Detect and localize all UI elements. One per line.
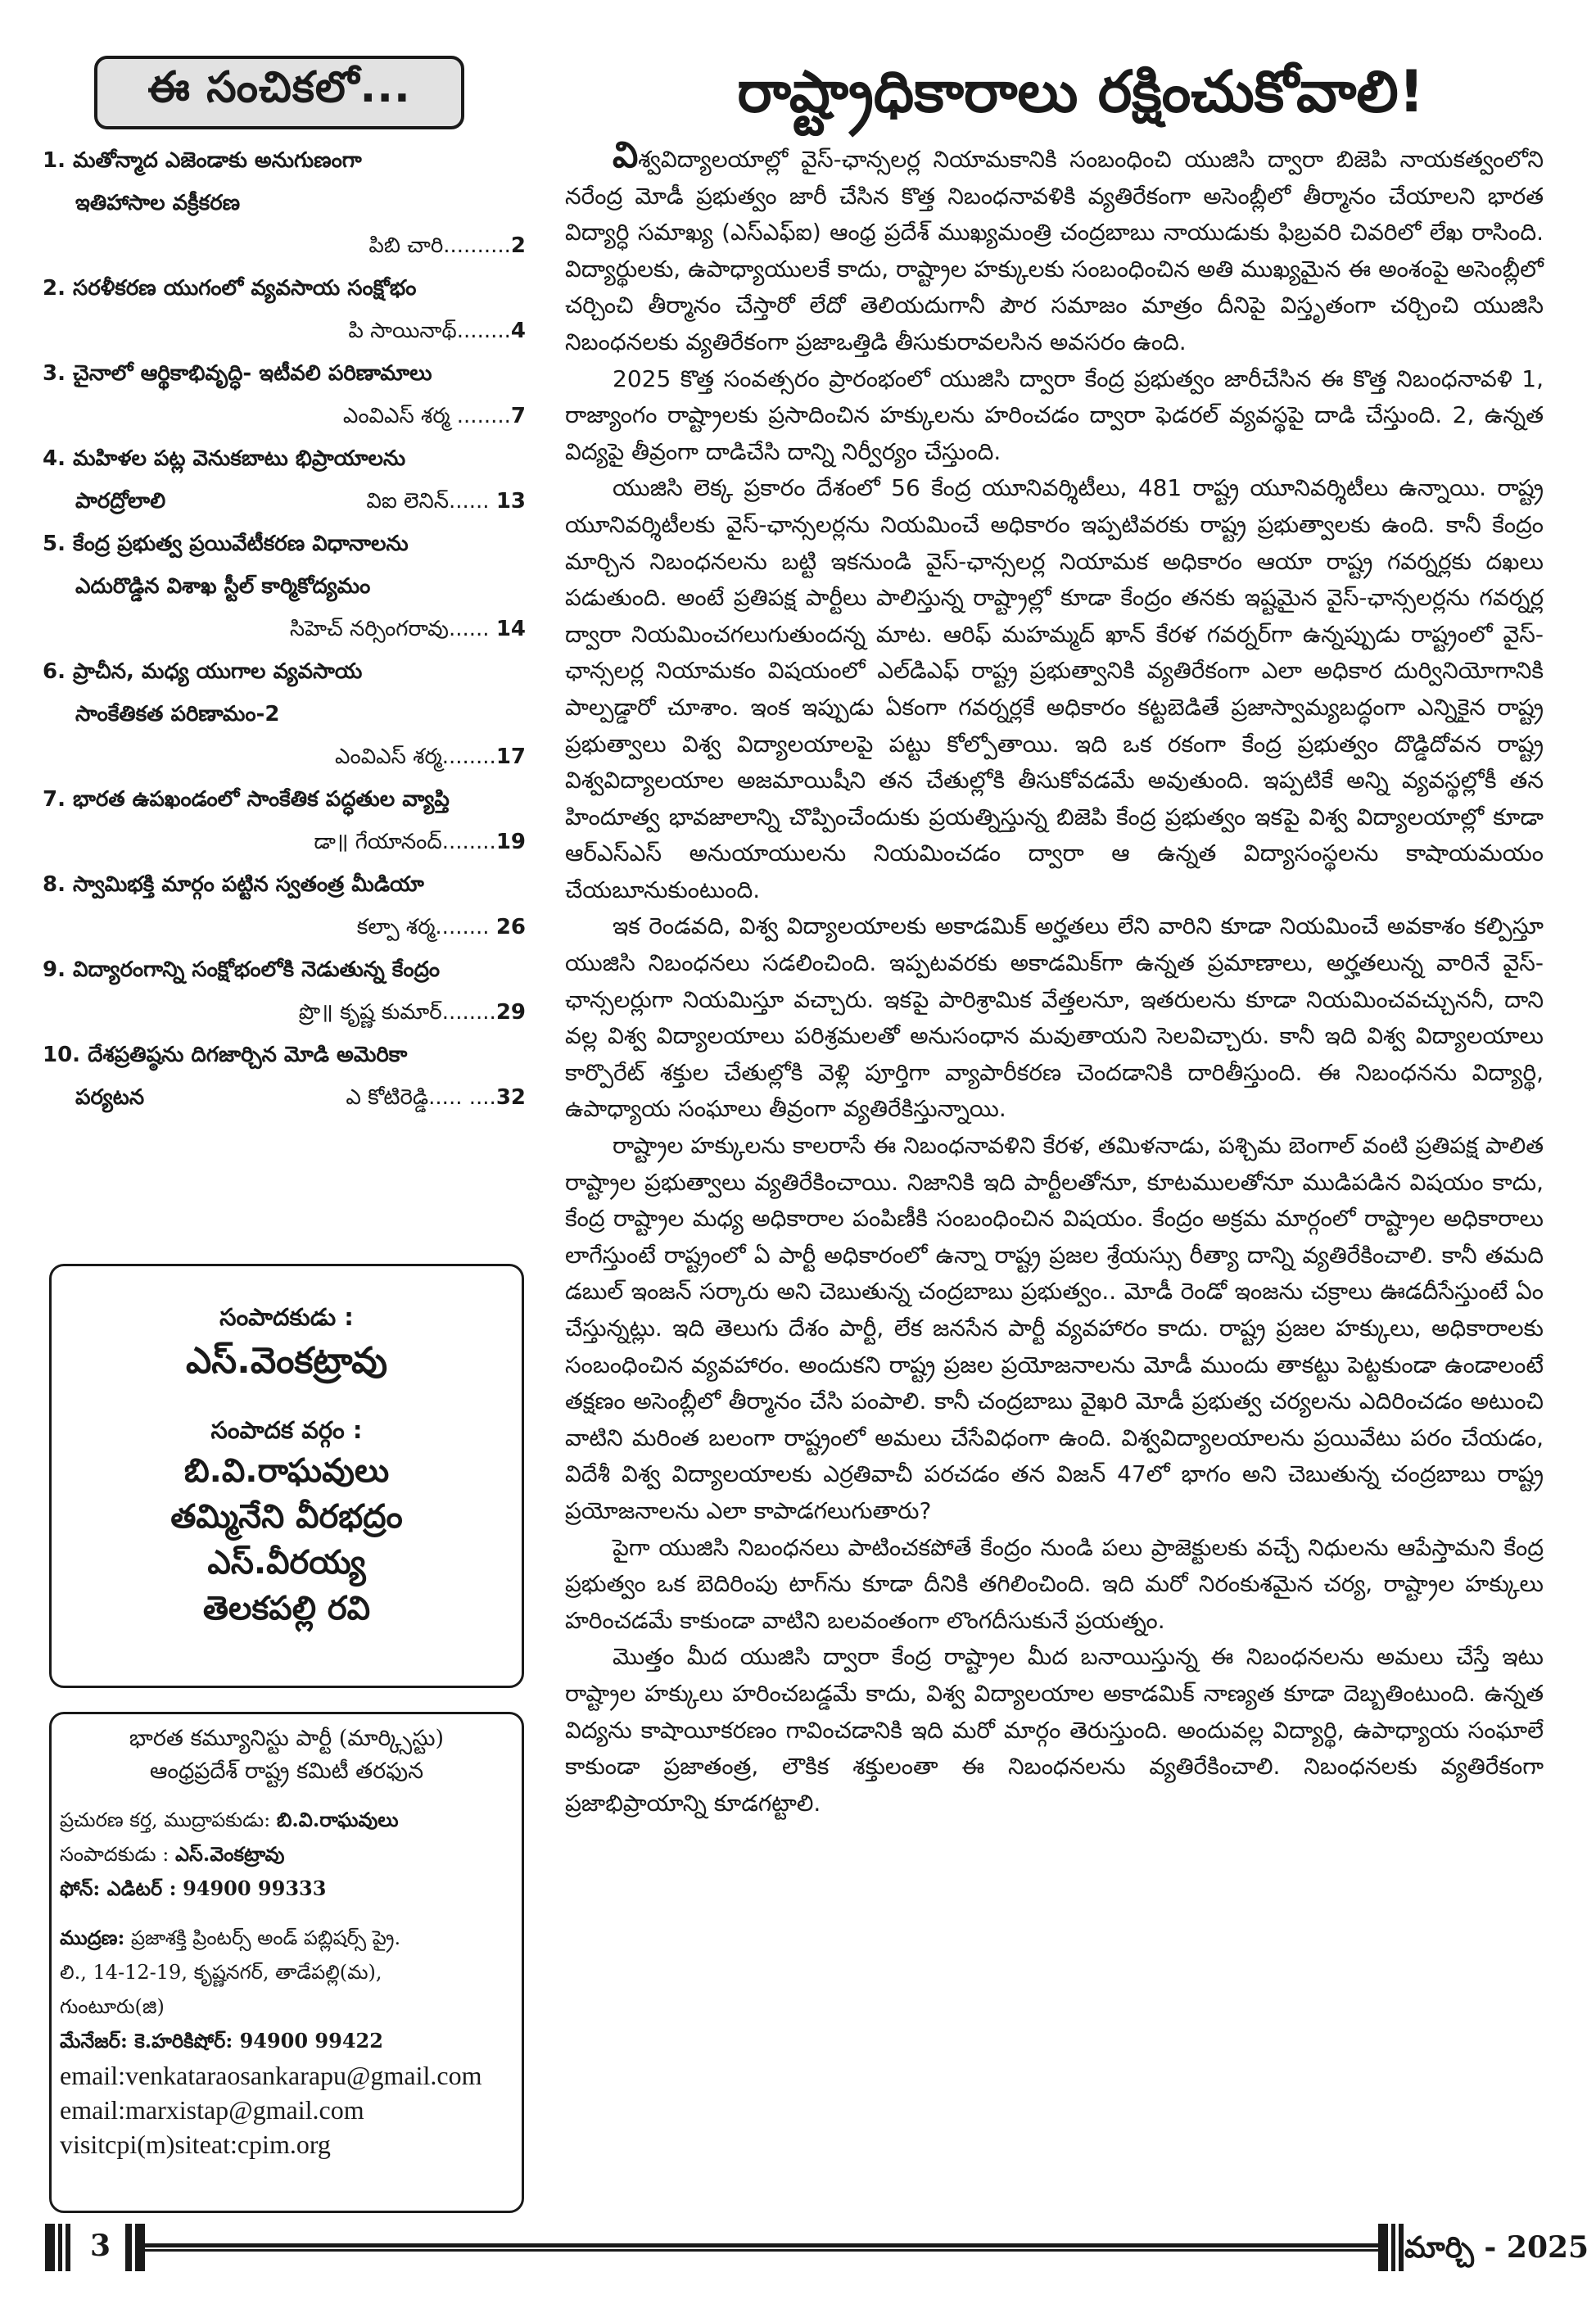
article-paragraph: రాష్ట్రాల హక్కులను కాలరాసే ఈ నిబంధనావళిని కేరళ, తమిళనాడు, పశ్చిమ బెంగాల్ వంటి ప్రతిపక్ష పాలిత రాష్ట్రాల ప్రభుత్వాలు వ్యతిరేకించాయి. నిజానికి ఇది పార్టీలతోనూ, కూటములతోనూ ముడిపడిన విషయం కాదు, కేంద్ర రాష్ట్రాల మధ్య అధికారాల పంపిణీకి సంబంధించిన విషయం. కేంద్రం అక్రమ మార్గంలో రాష్ట్రాల అధికారాలు లాగేస్తుంటే రాష్ట్రంలో ఏ పార్టీ అధికారంలో ఉన్నా రాష్ట్ర ప్రజల శ్రేయస్సు రీత్యా దాన్ని వ్యతిరేకించాలి. కానీ తమది డబుల్ ఇంజన్ సర్కారు అని చెబుతున్న చంద్రబాబు ప్రభుత్వం.. మోడీ రెండో ఇంజను చక్రాలు ఊడదీసేస్తుంటే ఏం చేస్తున్నట్లు. ఇది తెలుగు దేశం పార్టీ, లేక జనసేన పార్టీ వ్యవహారం కాదు. రాష్ట్ర ప్రజల హక్కులు, అధికారాలకు సంబంధించిన వ్యవహారం. అందుకని రాష్ట్ర ప్రజల ప్రయోజనాలను మోడీ ముందు తాకట్టు పెట్టకుండా ఉండాలంటే తక్షణం అసెంబ్లీలో తీర్మానం చేసి పంపాలి. కానీ చంద్రబాబు వైఖరి మోడీ ప్రభుత్వ చర్యలను ఎదిరించడం అటుంచి వాటిని మరింత బలంగా రాష్ట్రంలో అమలు చేసేవిధంగా ఉంది. విశ్వవిద్యాలయాలను ప్రయివేటు పరం చేయడం, విదేశీ విశ్వ విద్యాలయాలకు ఎర్రతివాచీ పరచడం తన విజన్ 47లో భాగం అని చెబుతున్న చంద్రబాబు రాష్ట్ర ప్రయోజనాలను ఎలా కాపాడగలుగుతారు? bbox=[565, 1132, 1544, 1524]
toc-item-number: 7. bbox=[43, 787, 66, 812]
toc-item[interactable] bbox=[43, 778, 526, 863]
toc-item-title-cont: ఇతిహాసాల వక్రీకరణ bbox=[75, 191, 241, 215]
org-name: భారత కమ్యూనిస్టు పార్టీ (మార్క్సిస్టు) bbox=[129, 1726, 445, 1751]
editorial-board-box bbox=[49, 1264, 524, 1688]
board-label: సంపాదక వర్గం : bbox=[210, 1416, 363, 1444]
board-member: తమ్మినేని వీరభద్రం bbox=[170, 1498, 403, 1536]
footer-bars-right bbox=[1378, 2224, 1404, 2271]
toc-item-number: 5. bbox=[43, 532, 66, 556]
toc-item[interactable] bbox=[43, 352, 526, 437]
page-footer bbox=[45, 2224, 1589, 2273]
toc-item[interactable] bbox=[43, 267, 526, 352]
toc-item[interactable] bbox=[43, 139, 526, 267]
toc-item-number: 8. bbox=[43, 872, 66, 897]
toc-item-number: 3. bbox=[43, 361, 66, 386]
board-member: ఎస్.వీరయ్య bbox=[207, 1544, 366, 1582]
toc-page-number: 32 bbox=[495, 1085, 526, 1110]
toc-item-title: దేశప్రతిష్ఠను దిగజార్చిన మోడి అమెరికా bbox=[88, 1043, 408, 1067]
toc-item[interactable] bbox=[43, 437, 526, 523]
toc-item[interactable] bbox=[43, 1034, 526, 1119]
article-paragraph: ఇక రెండవది, విశ్వ విద్యాలయాలకు అకాడమిక్ అర్హతలు లేని వారిని కూడా నియమించే అవకాశం కల్పిస్తూ యుజిసి నిబంధనలు సడలించింది. ఇప్పటవరకు అకాడమిక్‌గా ఉన్నత ప్రమాణాలు, అర్హతలున్న వారినే వైస్-ఛాన్సలర్లుగా నియమిస్తూ వచ్చారు. ఇకపై పారిశ్రామిక వేత్తలనూ, ఇతరులను కూడా నియమించవచ్చుననీ, దాని వల్ల విశ్వ విద్యాలయాలు పరిశ్రమలతో అనుసంధాన మవుతాయని సెలవిచ్చారు. కానీ ఇది విశ్వ విద్యాలయాలు కార్పొరేట్ శక్తుల చేతుల్లోకి వెళ్లి పూర్తిగా వ్యాపారీకరణ చెందడానికి దారితీస్తుంది. ఈ నిబంధనను విద్యార్థి, ఉపాధ్యాయ సంఘాలు తీవ్రంగా వ్యతిరేకిస్తున్నాయి. bbox=[565, 912, 1544, 1123]
board-member: తెలకపల్లి రవి bbox=[202, 1590, 371, 1627]
toc-item-author: సిహెచ్ నర్సింగరావు...... 14 bbox=[289, 617, 526, 641]
toc-item-title: చైనాలో ఆర్థికాభివృద్ధి- ఇటీవలి పరిణామాలు bbox=[73, 361, 432, 386]
article-body bbox=[565, 134, 1544, 1822]
toc-item-number: 6. bbox=[43, 659, 66, 684]
toc-item-number: 2. bbox=[43, 276, 66, 301]
toc-item-author: ఎంవిఎస్ శర్మ ........7 bbox=[342, 404, 526, 428]
article-paragraph: 2025 కొత్త సంవత్సరం ప్రారంభంలో యుజిసి ద్వారా కేంద్ర ప్రభుత్వం జారీచేసిన ఈ కొత్త నిబంధనావళి 1, రాజ్యాంగం రాష్ట్రాలకు ప్రసాదించిన హక్కులను హరించడం ద్వారా ఫెడరల్ వ్యవస్థపై దాడి చేస్తుంది. 2, ఉన్నత విద్యపై తీవ్రంగా దాడిచేసి దాన్ని నిర్వీర్యం చేస్తుంది. bbox=[565, 364, 1544, 465]
editor-label: సంపాదకుడు : bbox=[219, 1303, 354, 1331]
toc-item-title: భారత ఉపఖండంలో సాంకేతిక పద్ధతుల వ్యాప్తి bbox=[73, 787, 450, 812]
toc-page-number: 4 bbox=[510, 319, 526, 343]
toc-item-number: 1. bbox=[43, 148, 66, 173]
toc-heading-box bbox=[94, 56, 464, 129]
website-link[interactable]: visitcpi(m)siteat:cpim.org bbox=[60, 2130, 331, 2159]
email-link[interactable]: email:venkataraosankarapu@gmail.com bbox=[60, 2061, 482, 2090]
manager-phone: 94900 99422 bbox=[239, 2029, 383, 2053]
toc-heading: ఈ సంచికలో... bbox=[147, 62, 411, 112]
toc-item[interactable] bbox=[43, 863, 526, 948]
toc-item-title: ప్రాచీన, మధ్య యుగాల వ్యవసాయ bbox=[73, 659, 363, 684]
article-paragraph: మొత్తం మీద యుజిసి ద్వారా కేంద్ర రాష్ట్రాల మీద బనాయిస్తున్న ఈ నిబంధనలను అమలు చేస్తే ఇటు రాష్ట్రాల హక్కులు హరించబడ్డమే కాదు, విశ్వ విద్యాలయాల అకాడమిక్ నాణ్యత కూడా దెబ్బతింటుంది. ఉన్నత విద్యను కాషాయీకరణం గావించడానికి ఇది మరో మార్గం తెరుస్తుంది. అందువల్ల విద్యార్థి, ఉపాధ్యాయ సంఘాలే కాకుండా ప్రజాతంత్ర, లౌకిక శక్తులంతా ఈ నిబంధనలను వ్యతిరేకించాలి. నిబంధనలకు వ్యతిరేకంగా ప్రజాభిప్రాయాన్ని కూడగట్టాలి. bbox=[565, 1643, 1544, 1817]
publisher-line: ప్రచురణ కర్త, ముద్రాపకుడు: బి.వి.రాఘవులు bbox=[60, 1808, 399, 1831]
toc-item-title-cont: పారద్రోలాలి bbox=[75, 489, 166, 514]
toc-item-author: విఐ లెనిన్...... 13 bbox=[366, 489, 526, 514]
article-paragraph: యుజిసి లెక్క ప్రకారం దేశంలో 56 కేంద్ర యూనివర్శిటీలు, 481 రాష్ట్ర యూనివర్శిటీలు ఉన్నాయి. రాష్ట్ర యూనివర్శిటీలకు వైస్-ఛాన్సలర్లను నియమించే అధికారం ఇప్పటివరకు రాష్ట్ర ప్రభుత్వాలకు ఉంది. కానీ కేంద్రం మార్చిన నిబంధనలను బట్టి ఇకనుండి వైస్-ఛాన్సలర్ల నియామక అధికారం ఆయా రాష్ట్ర గవర్నర్లకు దఖలు పడుతుంది. అంటే ప్రతిపక్ష పార్టీలు పాలిస్తున్న రాష్ట్రాల్లో కూడా కేంద్రం తనకు ఇష్టమైన వైస్-ఛాన్సలర్లను గవర్నర్ల ద్వారా నియమించగలుగుతుందన్న మాట. ఆరిఫ్ మహమ్మద్ ఖాన్ కేరళ గవర్నర్‌గా ఉన్నప్పుడు రాష్ట్రంలో వైస్-ఛాన్సలర్ల నియామకం విషయంలో ఎల్‌డిఎఫ్ రాష్ట్ర ప్రభుత్వానికి వ్యతిరేకంగా ఎలా అధికార దుర్వినియోగానికి పాల్పడ్డారో చూశాం. ఇంక ఇప్పుడు ఏకంగా గవర్నర్లకే అధికారం కట్టబెడితే ప్రజాస్వామ్యబద్ధంగా ఎన్నికైన రాష్ట్ర ప్రభుత్వాలు విశ్వ విద్యాలయాలపై పట్టు కోల్పోతాయి. ఇది ఒక రకంగా కేంద్ర ప్రభుత్వం దొడ్డిదోవన రాష్ట్ర విశ్వవిద్యాలయాల అజమాయిషీని తన చేతుల్లోకి తీసుకోవడమే అవుతుంది. ఇప్పటికే అన్ని వ్యవస్థల్లోకీ తన హిందూత్వ భావజాలాన్ని చొప్పించేందుకు ప్రయత్నిస్తున్న బిజెపి కేంద్ర ప్రభుత్వం ఇకపై విశ్వ విద్యాలయాల్లో కూడా ఆర్ఎస్ఎస్ అనుయాయులను నియమించడం ద్వారా ఆ ఉన్నత విద్యాసంస్థలను కాషాయమయం చేయబూనుకుంటుంది. bbox=[565, 474, 1544, 903]
page-number: 3 bbox=[90, 2229, 111, 2263]
toc-page-number: 17 bbox=[495, 745, 526, 769]
toc-page-number: 14 bbox=[495, 617, 526, 641]
editor-name: ఎస్.వెంకట్రావు bbox=[185, 1340, 388, 1382]
printing-district: గుంటూరు(జి) bbox=[60, 1995, 165, 2018]
printing-address: లి., 14-12-19, కృష్ణనగర్, తాడేపల్లి(మ), bbox=[60, 1961, 382, 1984]
toc-item-title-cont: సాంకేతికత పరిణామం-2 bbox=[75, 702, 280, 726]
toc-page-number: 26 bbox=[495, 915, 526, 939]
publisher-info-box bbox=[49, 1712, 524, 2213]
toc-page-number: 2 bbox=[510, 233, 526, 258]
article-paragraph: పైగా యుజిసి నిబంధనలు పాటించకపోతే కేంద్రం నుండి పలు ప్రాజెక్టులకు వచ్చే నిధులను ఆపేస్తామని కేంద్ర ప్రభుత్వం ఒక బెదిరింపు టాగ్‌ను కూడా దీనికి తగిలించింది. ఇది మరో నిరంకుశమైన చర్య, రాష్ట్రాల హక్కులు హరించడమే కాకుండా వాటిని బలవంతంగా లొంగదీసుకునే ప్రయత్నం. bbox=[565, 1533, 1544, 1634]
toc-item[interactable] bbox=[43, 650, 526, 778]
article-paragraph: విశ్వవిద్యాలయాల్లో వైస్-ఛాన్సలర్ల నియామకానికి సంబంధించి యుజిసి ద్వారా బిజెపి నాయకత్వంలోని నరేంద్ర మోడీ ప్రభుత్వం జారీ చేసిన కొత్త నిబంధనావళికి వ్యతిరేకంగా అసెంబ్లీలో తీర్మానం చేయాలని భారత విద్యార్ధి సమాఖ్య (ఎస్ఎఫ్ఐ) ఆంధ్ర ప్రదేశ్ ముఖ్యమంత్రి చంద్రబాబు నాయుడుకు ఫిబ్రవరి చివరిలో లేఖ రాసింది. విద్యార్థులకు, ఉపాధ్యాయులకే కాదు, రాష్ట్రాల హక్కులకు సంబంధించిన అతి ముఖ్యమైన ఈ అంశంపై అసెంబ్లీలో చర్చించి తీర్మానం చేస్తారో లేదో తెలియదుగానీ పౌర సమాజం మాత్రం దీనిపై విస్తృతంగా చర్చించి యుజిసి నిబంధనలకు వ్యతిరేకంగా ప్రజాఒత్తిడి తీసుకురావలసిన అవసరం ఉంది. bbox=[565, 134, 1544, 355]
toc-item-title-cont: పర్యటన bbox=[75, 1085, 145, 1110]
article-title: రాష్ట్రాధికారాలు రక్షించుకోవాలి! bbox=[737, 58, 1425, 125]
editor-phone: 94900 99333 bbox=[183, 1876, 327, 1900]
toc-page-number: 29 bbox=[495, 1000, 526, 1025]
toc-item-title: విద్యారంగాన్ని సంక్షోభంలోకి నెడుతున్న కేంద్రం bbox=[73, 957, 441, 982]
toc-item-title: కేంద్ర ప్రభుత్వ ప్రయివేటీకరణ విధానాలను bbox=[73, 532, 409, 556]
toc-item[interactable] bbox=[43, 523, 526, 650]
toc-item-title: స్వామిభక్తి మార్గం పట్టిన స్వతంత్ర మీడియా bbox=[73, 872, 424, 897]
toc-item-author: డా॥ గేయానంద్........19 bbox=[314, 830, 526, 854]
printing-line: ముద్రణ: ప్రజాశక్తి ప్రింటర్స్ అండ్ పబ్లిషర్స్ ప్రై. bbox=[60, 1926, 401, 1949]
toc-item-number: 4. bbox=[43, 446, 66, 471]
toc-item-title: మహిళల పట్ల వెనుకబాటు భిప్రాయాలను bbox=[73, 446, 406, 471]
org-committee: ఆంధ్రప్రదేశ్ రాష్ట్ర కమిటీ తరఫున bbox=[149, 1758, 424, 1784]
footer-rule bbox=[143, 2243, 1380, 2252]
toc-item-author: ఎ కోటిరెడ్డి..... ....32 bbox=[346, 1085, 526, 1110]
toc-item-number: 10. bbox=[43, 1043, 81, 1067]
footer-bars-left bbox=[45, 2224, 70, 2271]
board-member: బి.వి.రాఘవులు bbox=[183, 1452, 390, 1490]
phone-line: ఫోన్: ఎడిటర్ : 94900 99333 bbox=[60, 1876, 327, 1900]
toc-item[interactable] bbox=[43, 948, 526, 1034]
toc-page-number: 7 bbox=[510, 404, 526, 428]
editor-line: సంపాదకుడు : ఎస్.వెంకట్రావు bbox=[60, 1842, 285, 1866]
toc-item-author: ఎంవిఎస్ శర్మ........17 bbox=[335, 745, 526, 769]
toc-item-author: ప్రొ॥ కృష్ణ కుమార్........29 bbox=[298, 1000, 526, 1025]
toc-page-number: 19 bbox=[495, 830, 526, 854]
email-link[interactable]: email:marxistap@gmail.com bbox=[60, 2095, 364, 2125]
toc-item-author: పి సాయినాథ్........4 bbox=[348, 319, 526, 343]
toc-item-title: సరళీకరణ యుగంలో వ్యవసాయ సంక్షోభం bbox=[73, 276, 417, 301]
toc-item-author: కల్పా శర్మ........ 26 bbox=[356, 915, 526, 939]
toc-item-author: పిబి చారి..........2 bbox=[368, 233, 526, 258]
toc-item-title-cont: ఎదురొడ్డిన విశాఖ స్టీల్ కార్మికోద్యమం bbox=[75, 574, 371, 599]
toc-item-number: 9. bbox=[43, 957, 66, 982]
toc-page-number: 13 bbox=[495, 489, 526, 514]
manager-line: మేనేజర్: కె.హరికిషోర్: 94900 99422 bbox=[60, 2029, 383, 2053]
table-of-contents bbox=[43, 139, 526, 1119]
footer-bars-mid bbox=[125, 2224, 145, 2271]
toc-item-title: మతోన్మాద ఎజెండాకు అనుగుణంగా bbox=[73, 148, 362, 173]
issue-date: మార్చి - 2025 bbox=[1404, 2230, 1589, 2265]
